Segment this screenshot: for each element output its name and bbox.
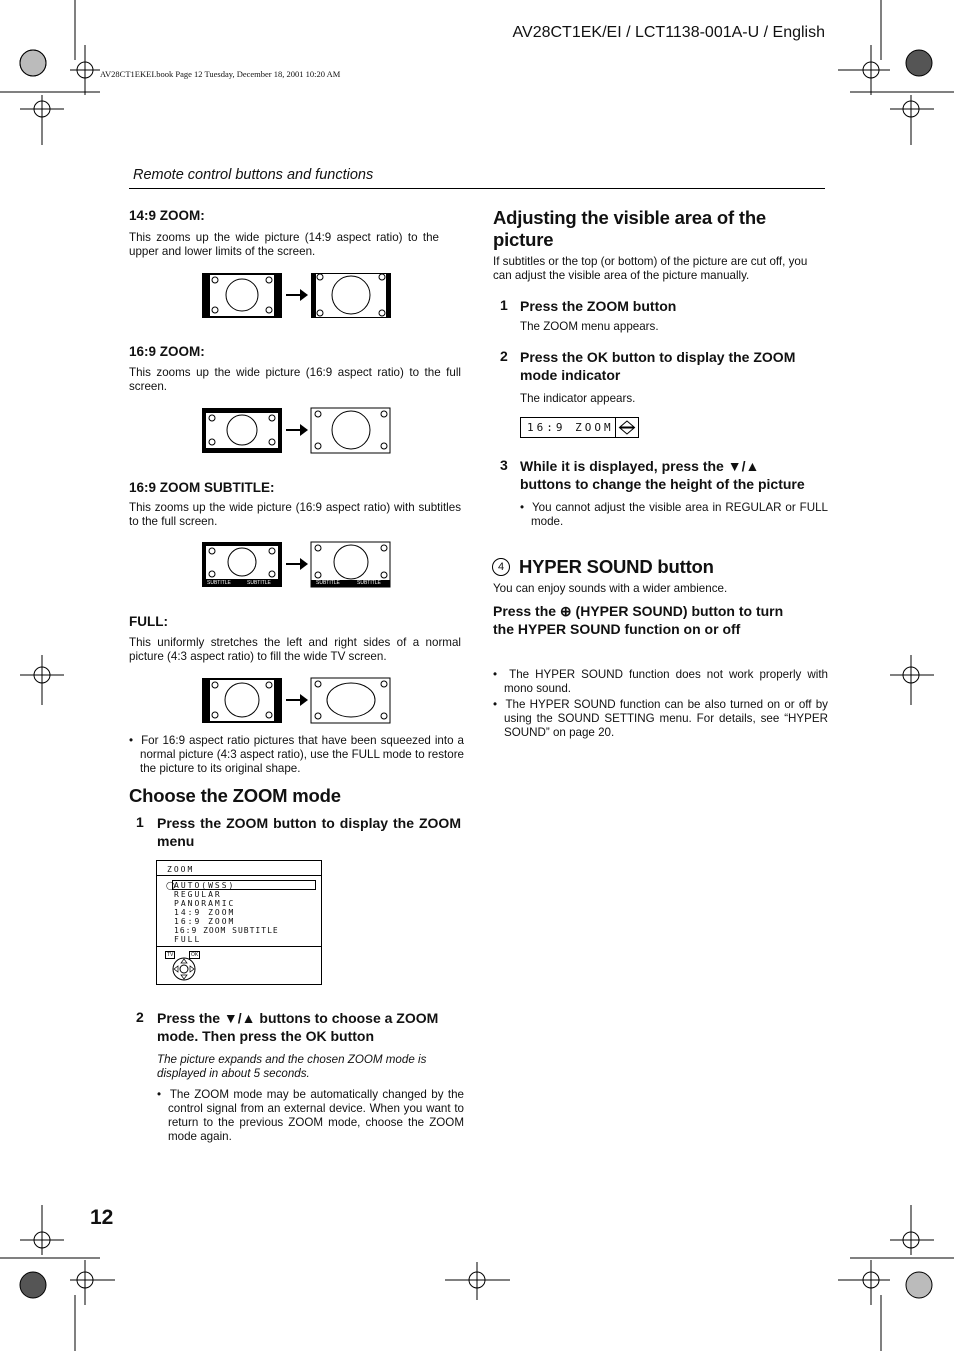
zoom169-illustration bbox=[200, 407, 392, 454]
adjust-step1-number: 1 bbox=[500, 297, 508, 313]
adjust-step2-number: 2 bbox=[500, 348, 508, 364]
full-bullet: • For 16:9 aspect ratio pictures that have been squeezed into a normal picture (4:3 aspect ratio), use the FULL mode to restore the picture to its original shape. bbox=[129, 734, 464, 775]
page-number: 12 bbox=[90, 1206, 114, 1229]
subtitle-label: SUBTITLE bbox=[316, 580, 340, 586]
header-rule bbox=[129, 188, 825, 189]
adjust-step3-number: 3 bbox=[500, 457, 508, 473]
adjust-step2-line2: mode indicator bbox=[520, 367, 621, 383]
choose-step1-number: 1 bbox=[136, 814, 144, 830]
adjust-step2-note: The indicator appears. bbox=[520, 392, 636, 405]
full-bullet-text: For 16:9 aspect ratio pictures that have been squeezed into a normal picture (4:3 aspect ratio), use the FULL mode to restore the picture to its original shape. bbox=[140, 734, 464, 775]
subtitle-label: SUBTITLE bbox=[357, 580, 381, 586]
choose-heading: Choose the ZOOM mode bbox=[129, 785, 341, 806]
zoom149-title: 14:9 ZOOM: bbox=[129, 208, 205, 223]
zoom169-title: 16:9 ZOOM: bbox=[129, 344, 205, 359]
adjust-heading-line2: picture bbox=[493, 229, 554, 250]
adjust-heading-line1: Adjusting the visible area of the bbox=[493, 207, 767, 228]
menu-item: 16:9 ZOOM bbox=[174, 917, 236, 926]
zoom-menu-title: ZOOM bbox=[167, 865, 195, 874]
menu-item: 14:9 ZOOM bbox=[174, 908, 236, 917]
zoom169sub-title: 16:9 ZOOM SUBTITLE: bbox=[129, 480, 275, 495]
selector-icon: ◯ bbox=[166, 881, 175, 890]
adjust-step3-bullet: • You cannot adjust the visible area in REGULAR or FULL mode. bbox=[520, 501, 828, 528]
zoom149-text: This zooms up the wide picture (14:9 aspect ratio) to the upper and lower limits of the screen. bbox=[129, 231, 439, 258]
choose-step2-bullet: • The ZOOM mode may be automatically changed by the control signal from an external device. When you want to return to the previous ZOOM mode, choose the ZOOM mode again. bbox=[157, 1088, 464, 1143]
full-text: This uniformly stretches the left and right sides of a normal picture (4:3 aspect ratio) to fill the wide TV screen. bbox=[129, 636, 461, 663]
hyper-number: 4 bbox=[492, 558, 510, 576]
zoom-indicator bbox=[520, 417, 639, 438]
hyper-number-icon bbox=[492, 557, 510, 576]
zoom-indicator-text: 16:9 ZOOM bbox=[527, 421, 614, 434]
ok-key: OK bbox=[191, 952, 199, 958]
hyper-press-line1: Press the ⊕ (HYPER SOUND) button to turn bbox=[493, 603, 784, 619]
adjust-step3-line1: While it is displayed, press the ▼/▲ bbox=[520, 458, 760, 474]
section-title: Remote control buttons and functions bbox=[133, 167, 374, 183]
adjust-step1-note: The ZOOM menu appears. bbox=[520, 320, 659, 333]
zoom-menu-divider bbox=[157, 875, 321, 876]
subtitle-label: SUBTITLE bbox=[247, 580, 271, 586]
choose-step1-text: Press the ZOOM button to display the ZOOM menu bbox=[157, 815, 461, 849]
hyper-bullet1-text: The HYPER SOUND function does not work properly with mono sound. bbox=[504, 668, 828, 695]
adjust-intro: If subtitles or the top (or bottom) of the picture are cut off, you can adjust the visible area of the picture manually. bbox=[493, 255, 808, 282]
doc-code: AV28CT1EK/EI / LCT1138-001A-U / English bbox=[512, 24, 825, 41]
adjust-step3-line2: buttons to change the height of the picture bbox=[520, 476, 805, 492]
adjust-step3-bullet-text: You cannot adjust the visible area in REGULAR or FULL mode. bbox=[531, 501, 828, 528]
hyper-bullet2-text: The HYPER SOUND function can be also turned on or off by using the SOUND SETTING menu. For details, see “HYPER SOUND” on page 20. bbox=[504, 698, 828, 739]
adjust-step1-text: Press the ZOOM button bbox=[520, 298, 677, 314]
zoom-menu bbox=[156, 860, 322, 985]
hyper-bullet1: • The HYPER SOUND function does not work properly with mono sound. bbox=[493, 668, 828, 695]
choose-step2-number: 2 bbox=[136, 1009, 144, 1025]
choose-step2-text: Press the ▼/▲ buttons to choose a ZOOM mode. Then press the OK button bbox=[157, 1010, 439, 1044]
full-title: FULL: bbox=[129, 614, 168, 629]
tv-key: TV bbox=[167, 952, 174, 958]
zoom169-text: This zooms up the wide picture (16:9 aspect ratio) to the full screen. bbox=[129, 366, 461, 393]
zoom149-illustration bbox=[200, 272, 392, 319]
menu-item: FULL bbox=[174, 935, 202, 944]
hyper-heading: HYPER SOUND button bbox=[519, 556, 714, 577]
zoom-menu-divider bbox=[157, 946, 321, 947]
choose-step2-bullet-text: The ZOOM mode may be automatically changed by the control signal from an external device. When you want to return to the previous ZOOM mode, choose the ZOOM mode again. bbox=[168, 1088, 464, 1143]
choose-step2-note: The picture expands and the chosen ZOOM mode is displayed in about 5 seconds. bbox=[157, 1053, 427, 1080]
indicator-divider bbox=[615, 418, 616, 437]
menu-item: REGULAR bbox=[174, 890, 222, 899]
navigation-pad-icon bbox=[169, 957, 199, 981]
hyper-intro: You can enjoy sounds with a wider ambience. bbox=[493, 582, 728, 595]
menu-item: AUTO(WSS) bbox=[174, 881, 236, 890]
menu-item: 16:9 ZOOM SUBTITLE bbox=[174, 926, 279, 935]
full-illustration bbox=[200, 677, 392, 724]
adjust-step2-line1: Press the OK button to display the ZOOM bbox=[520, 349, 796, 365]
book-info: AV28CT1EKEI.book Page 12 Tuesday, December 18, 2001 10:20 AM bbox=[100, 69, 341, 79]
subtitle-label: SUBTITLE bbox=[207, 580, 231, 586]
hyper-press-line2: the HYPER SOUND function on or off bbox=[493, 621, 741, 637]
zoom169sub-illustration bbox=[200, 541, 392, 589]
zoom169sub-text: This zooms up the wide picture (16:9 aspect ratio) with subtitles to the full screen. bbox=[129, 501, 461, 528]
hyper-bullet2: • The HYPER SOUND function can be also turned on or off by using the SOUND SETTING menu. For details, see “HYPER SOUND” on page 20. bbox=[493, 698, 828, 739]
menu-item: PANORAMIC bbox=[174, 899, 236, 908]
up-down-arrow-icon bbox=[618, 420, 636, 435]
